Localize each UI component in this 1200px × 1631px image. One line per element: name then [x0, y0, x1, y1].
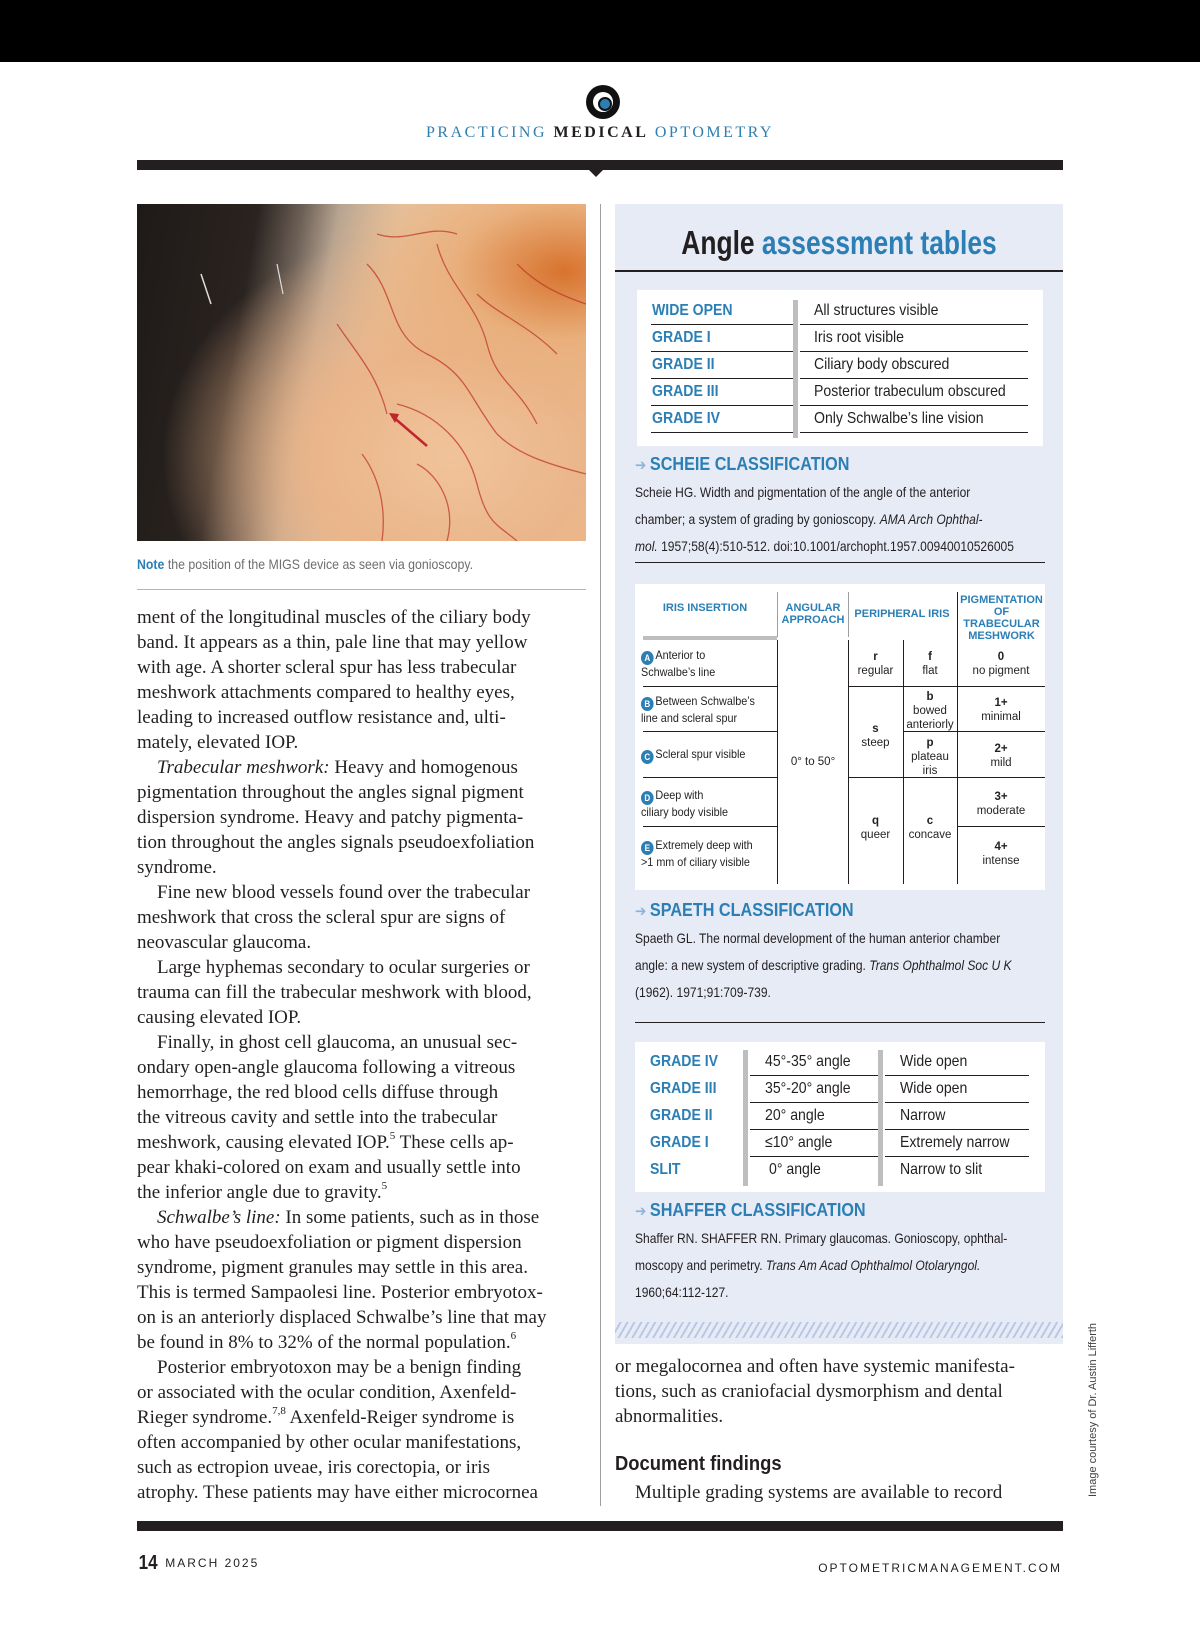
separator [635, 562, 1045, 563]
panel-title: Angle assessment tables [681, 224, 997, 261]
panel-hatch-border [615, 1322, 1063, 1338]
footer-site: OPTOMETRICMANAGEMENT.COM [818, 1561, 1062, 1575]
periph-r: r regular [857, 651, 894, 677]
header-underline [643, 636, 777, 640]
periph-f: f flat [922, 651, 938, 677]
insertion-c: C Scleral spur visible [641, 747, 745, 764]
table-row: GRADE IV Only Schwalbe’s line vision [652, 410, 984, 427]
insertion-b: B Between Schwalbe’s line and scleral spur [641, 694, 755, 725]
shaffer-reference: Shaffer RN. SHAFFER RN. Primary glaucomas. Gonioscopy, ophthal- moscopy and perimetry. Trans Am Acad Ophthalmol Otolaryngol. 1960;64:112-127. [635, 1230, 1008, 1300]
row-line [848, 686, 957, 687]
scheie-heading: ➔ SCHEIE CLASSIFICATION [635, 454, 850, 474]
letter-d-icon: D [641, 791, 654, 805]
footer-rule [137, 1521, 1063, 1531]
header-rule-notch [587, 168, 605, 177]
pigment-1: 1+ minimal [981, 697, 1021, 723]
spaeth-header-peripheral: PERIPHERAL IRIS [854, 608, 950, 620]
shaffer-table [635, 1042, 1045, 1192]
row-line [957, 777, 1045, 778]
masthead: PRACTICING MEDICAL OPTOMETRY [426, 124, 774, 141]
row-line [800, 432, 1028, 433]
spaeth-table [635, 584, 1045, 890]
photo-caption: Note the position of the MIGS device as seen via gonioscopy. [137, 556, 474, 572]
periph-q: q queer [860, 815, 891, 841]
pigment-0: 0 no pigment [972, 651, 1030, 677]
row-line [957, 826, 1045, 827]
pigment-2: 2+ mild [990, 743, 1012, 769]
row-line [957, 686, 1045, 687]
insertion-a: A Anterior to Schwalbe’s line [641, 648, 716, 679]
col-divider [777, 592, 778, 637]
footer-left [137, 1552, 259, 1575]
row-line [957, 731, 1045, 732]
column-divider [600, 204, 601, 1506]
separator [635, 1022, 1045, 1023]
pigment-4: 4+ intense [982, 841, 1020, 867]
col-divider [848, 592, 849, 637]
letter-a-icon: A [641, 651, 654, 665]
shaffer-heading: ➔ SHAFFER CLASSIFICATION [635, 1200, 866, 1220]
periph-c: c concave [908, 815, 952, 841]
row-line [643, 777, 777, 778]
gonioscopy-photo [137, 204, 586, 541]
spaeth-reference: Spaeth GL. The normal development of the human anterior chamber angle: a new system of descriptive grading. Trans Ophthalmol Soc U K (1962). 1971;91:709-739. [635, 930, 1012, 1000]
spaeth-header-angular: ANGULAR APPROACH [781, 602, 845, 626]
issue-date: MARCH 2025 [165, 1556, 260, 1570]
pigment-3: 3+ moderate [976, 791, 1026, 817]
spaeth-heading: ➔ SPAETH CLASSIFICATION [635, 900, 854, 920]
insertion-e: E Extremely deep with >1 mm of ciliary visible [641, 838, 753, 869]
table-row: WIDE OPEN All structures visible [652, 302, 939, 319]
table-row: GRADE IV 45°-35° angle Wide open [650, 1053, 968, 1070]
top-black-bar [0, 0, 1200, 62]
scheie-reference: Scheie HG. Width and pigmentation of the angle of the anterior chamber; a system of grading by gonioscopy. AMA Arch Ophthal- mol. 1957;58(4):510-512. doi:10.1001/archopht.1957.00940010526005 [635, 484, 1014, 554]
table-row: GRADE III 35°-20° angle Wide open [650, 1080, 968, 1097]
photo-vessels [137, 204, 586, 541]
letter-e-icon: E [641, 841, 654, 855]
letter-c-icon: C [641, 750, 654, 764]
angular-range: 0° to 50° [790, 756, 836, 768]
table-row: GRADE III Posterior trabeculum obscured [652, 383, 1006, 400]
spaeth-header-pigment: PIGMENTATION OF TRABECULAR MESHWORK [960, 594, 1043, 642]
right-column-text-2: Multiple grading systems are available to record [635, 1482, 1003, 1503]
periph-b: b bowed anteriorly [906, 691, 954, 731]
letter-b-icon: B [641, 697, 654, 711]
spaeth-header-iris: IRIS INSERTION [662, 602, 748, 614]
right-column-text: or megalocornea and often have systemic manifesta- tions, such as craniofacial dysmorphism and dental abnormalities. [615, 1356, 1015, 1427]
scheie-table [637, 290, 1043, 446]
insertion-d: D Deep with ciliary body visible [641, 788, 729, 819]
image-credit: Image courtesy of Dr. Austin Lifferth [1087, 1322, 1099, 1497]
periph-s: s steep [861, 723, 890, 749]
table-row: SLIT 0° angle Narrow to slit [650, 1161, 983, 1178]
page-number: 14 [138, 1552, 158, 1574]
left-column-text: ment of the longitudinal muscles of the ciliary body band. It appears as a thin, pale line that may yellow with age. A shorter scleral spur has less trabecular meshwork attachments compared to healthy eyes, leading to increased outflow resistance and, ulti- mately, elevated IOP. Trabecular meshwork: Heavy and homogenous pigmentation throughout the angles signal pigment dispersion syndrome. Heavy and patchy pigmenta- tion throughout the angles signals pseudoexfoliation syndrome. Fine new blood vessels found over the trabecular meshwork that cross the scleral spur are signs of neovascular glaucoma. Large hyphemas secondary to ocular surgeries or trauma can fill the trabecular meshwork with blood, causing elevated IOP. Finally, in ghost cell glaucoma, an unusual sec- ondary open-angle glaucoma following a vitreous hemorrhage, the red blood cells diffuse through the vitreous cavity and settle into the trabecular meshwork, causing elevated IOP.$^5$ These cells ap- pear khaki-colored on exam and usually settle into the inferior angle due to gravity.$^5$ Schwalbe’s line: In some patients, such as in those who have pseudoexfoliation or pigment dispersion syndrome, pigment granules may settle in this area. This is termed Sampaolesi line. Posterior embryotox- on is an anteriorly displaced Schwalbe’s line that may be found in 8% to 32% of the normal population.$^6$ Posterior embryotoxon may be a benign finding or associated with the ocular condition, Axenfeld- Rieger syndrome.$^{7,8}$ Axenfeld-Reiger syndrome is often accompanied by other ocular manifestations, such as ectropion uveae, iris corectopia, or iris atrophy. These patients may have either microcornea [137, 607, 547, 1503]
table-row: GRADE I ≤10° angle Extremely narrow [650, 1134, 1010, 1151]
periph-p: p plateau iris [911, 737, 949, 777]
table-row: GRADE II Ciliary body obscured [652, 356, 950, 373]
row-line [651, 432, 793, 433]
eye-logo-icon [586, 85, 620, 119]
table-row: GRADE II 20° angle Narrow [650, 1107, 946, 1124]
row-line [643, 826, 777, 827]
panel-title-rule [615, 270, 1063, 272]
caption-rule [137, 589, 586, 590]
section-heading: Document findings [615, 1453, 782, 1475]
angle-assessment-panel [615, 204, 1063, 1344]
table-row: GRADE I Iris root visible [652, 329, 904, 346]
row-line [643, 686, 777, 687]
row-line [643, 731, 777, 732]
